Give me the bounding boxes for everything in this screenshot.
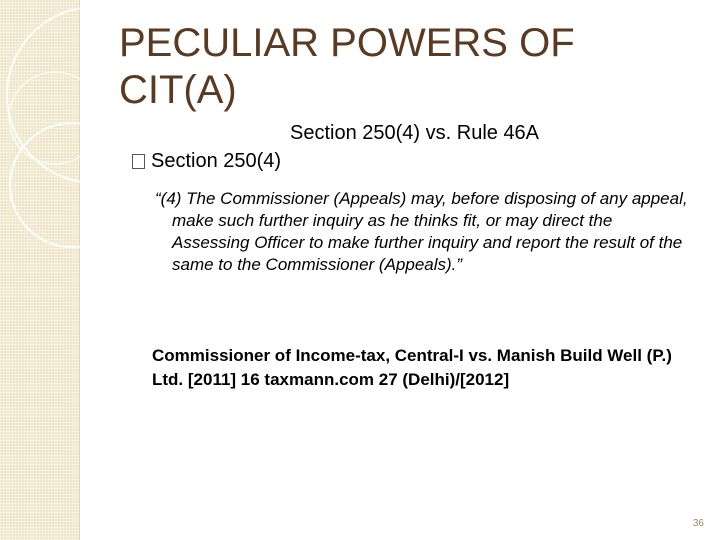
box-bullet-icon — [132, 154, 145, 169]
case-citation: Commissioner of Income-tax, Central-I vs. Manish Build Well (P.) Ltd. [2011] 16 taxmann.com 27 (Delhi)/[2012] — [152, 346, 672, 389]
statute-quote: “(4) The Commissioner (Appeals) may, before disposing of any appeal, make such further inquiry as he thinks fit, or may direct the Assessing Officer to make further inquiry and report the result of the same to the Commissioner (Appeals).” — [155, 189, 688, 274]
bullet-text: Section 250(4) — [151, 150, 282, 172]
page-number: 36 — [692, 518, 704, 529]
bullet-item — [132, 150, 281, 173]
slide-title: PECULIAR POWERS OF CIT(A) — [119, 21, 575, 112]
subheading: Section 250(4) vs. Rule 46A — [290, 122, 540, 144]
